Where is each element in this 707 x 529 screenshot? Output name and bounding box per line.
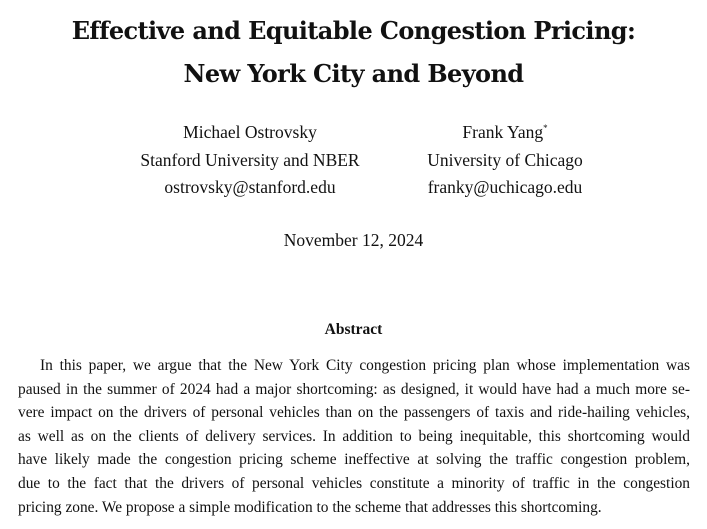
- abstract-line: vere impact on the drivers of personal vehicles than on the passengers of taxis and ride-hailing vehicles,: [18, 404, 690, 422]
- author-name: Michael Ostrovsky: [183, 122, 317, 142]
- abstract-line: pricing zone. We propose a simple modification to the scheme that addresses this shortcoming.: [18, 498, 602, 516]
- abstract-line: In this paper, we argue that the New York City congestion pricing plan whose implementation was: [40, 357, 690, 374]
- author-affiliation: University of Chicago: [427, 149, 583, 170]
- author-name: Frank Yang*: [462, 122, 548, 142]
- abstract-line: paused in the summer of 2024 had a major shortcoming: as designed, it would have had a much more se-: [18, 380, 690, 398]
- author-email: ostrovsky@stanford.edu: [164, 177, 336, 197]
- author-affiliation: Stanford University and NBER: [140, 149, 360, 170]
- author-email: franky@uchicago.edu: [427, 177, 583, 197]
- abstract-body: [18, 354, 690, 519]
- paper-date: November 12, 2024: [283, 230, 424, 250]
- footnote-mark: *: [543, 123, 548, 133]
- abstract-line: have likely made the congestion pricing scheme ineffective at solving the traffic congestion problem,: [18, 451, 690, 469]
- abstract-line: as well as on the clients of delivery services. In addition to being inequitable, this shortcoming would: [18, 427, 690, 445]
- abstract-heading: Abstract: [324, 321, 383, 338]
- abstract-line: due to the fact that the drivers of personal vehicles constitute a minority of traffic in the congestion: [18, 474, 690, 492]
- paper-title-line-2: New York City and Beyond: [183, 59, 524, 88]
- paper-title-line-1: Effective and Equitable Congestion Pricing:: [71, 16, 636, 45]
- author-block-2: [355, 119, 655, 202]
